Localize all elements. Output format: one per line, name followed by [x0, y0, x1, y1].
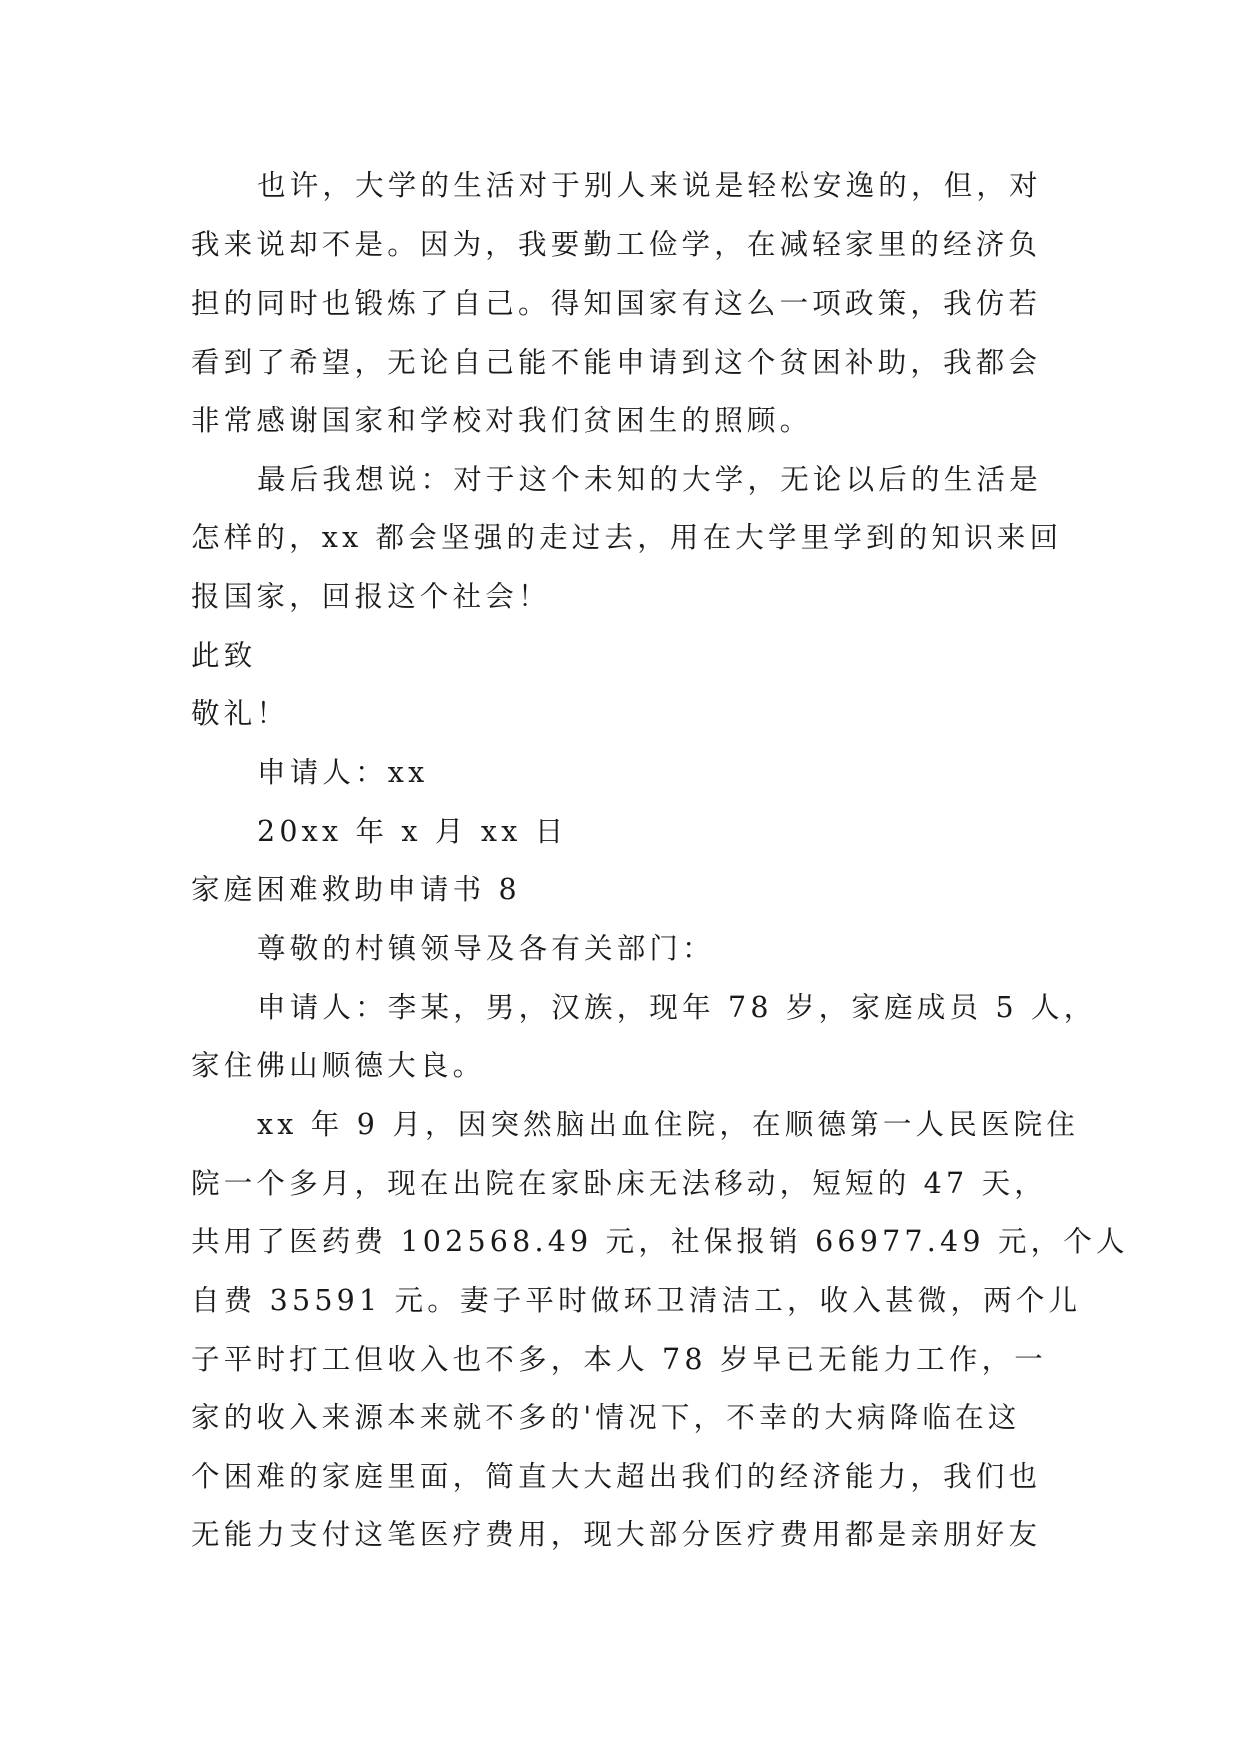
text-line: 个困难的家庭里面，简直大大超出我们的经济能力，我们也	[191, 1460, 1042, 1493]
text-line: 担的同时也锻炼了自己。得知国家有这么一项政策，我仿若	[191, 287, 1042, 320]
text-line: 家的收入来源本来就不多的'情况下，不幸的大病降临在这	[191, 1401, 1021, 1434]
text-line: 非常感谢国家和学校对我们贫困生的照顾。	[191, 404, 813, 437]
text-line: 我来说却不是。因为，我要勤工俭学，在减轻家里的经济负	[191, 228, 1042, 261]
text-line: 家住佛山顺德大良。	[191, 1049, 486, 1082]
text-line: 申请人：李某，男，汉族，现年 78 岁，家庭成员 5 人，	[257, 991, 1097, 1024]
text-line: 院一个多月，现在出院在家卧床无法移动，短短的 47 天，	[191, 1167, 1047, 1200]
closing-line: 此致	[191, 639, 257, 672]
text-line: 看到了希望，无论自己能不能申请到这个贫困补助，我都会	[191, 346, 1042, 379]
text-line: 最后我想说：对于这个未知的大学，无论以后的生活是	[257, 463, 1042, 496]
text-line: 怎样的，xx 都会坚强的走过去，用在大学里学到的知识来回	[191, 521, 1063, 554]
salutation-line: 敬礼！	[191, 697, 290, 730]
text-line: 报国家，回报这个社会！	[191, 580, 551, 613]
text-line: xx 年 9 月，因突然脑出血住院，在顺德第一人民医院住	[257, 1108, 1080, 1141]
text-line: 也许，大学的生活对于别人来说是轻松安逸的，但，对	[257, 169, 1042, 202]
text-line: 自费 35591 元。妻子平时做环卫清洁工，收入甚微，两个儿	[191, 1284, 1082, 1317]
date-line: 20xx 年 x 月 xx 日	[257, 815, 568, 848]
text-line: 无能力支付这笔医疗费用，现大部分医疗费用都是亲朋好友	[191, 1518, 1042, 1551]
text-line: 子平时打工但收入也不多，本人 78 岁早已无能力工作，一	[191, 1343, 1047, 1376]
addressee-line: 尊敬的村镇领导及各有关部门：	[257, 932, 715, 965]
text-line: 共用了医药费 102568.49 元，社保报销 66977.49 元，个人	[191, 1225, 1129, 1258]
section-title: 家庭困难救助申请书 8	[191, 873, 521, 906]
applicant-signature: 申请人：xx	[257, 756, 429, 789]
